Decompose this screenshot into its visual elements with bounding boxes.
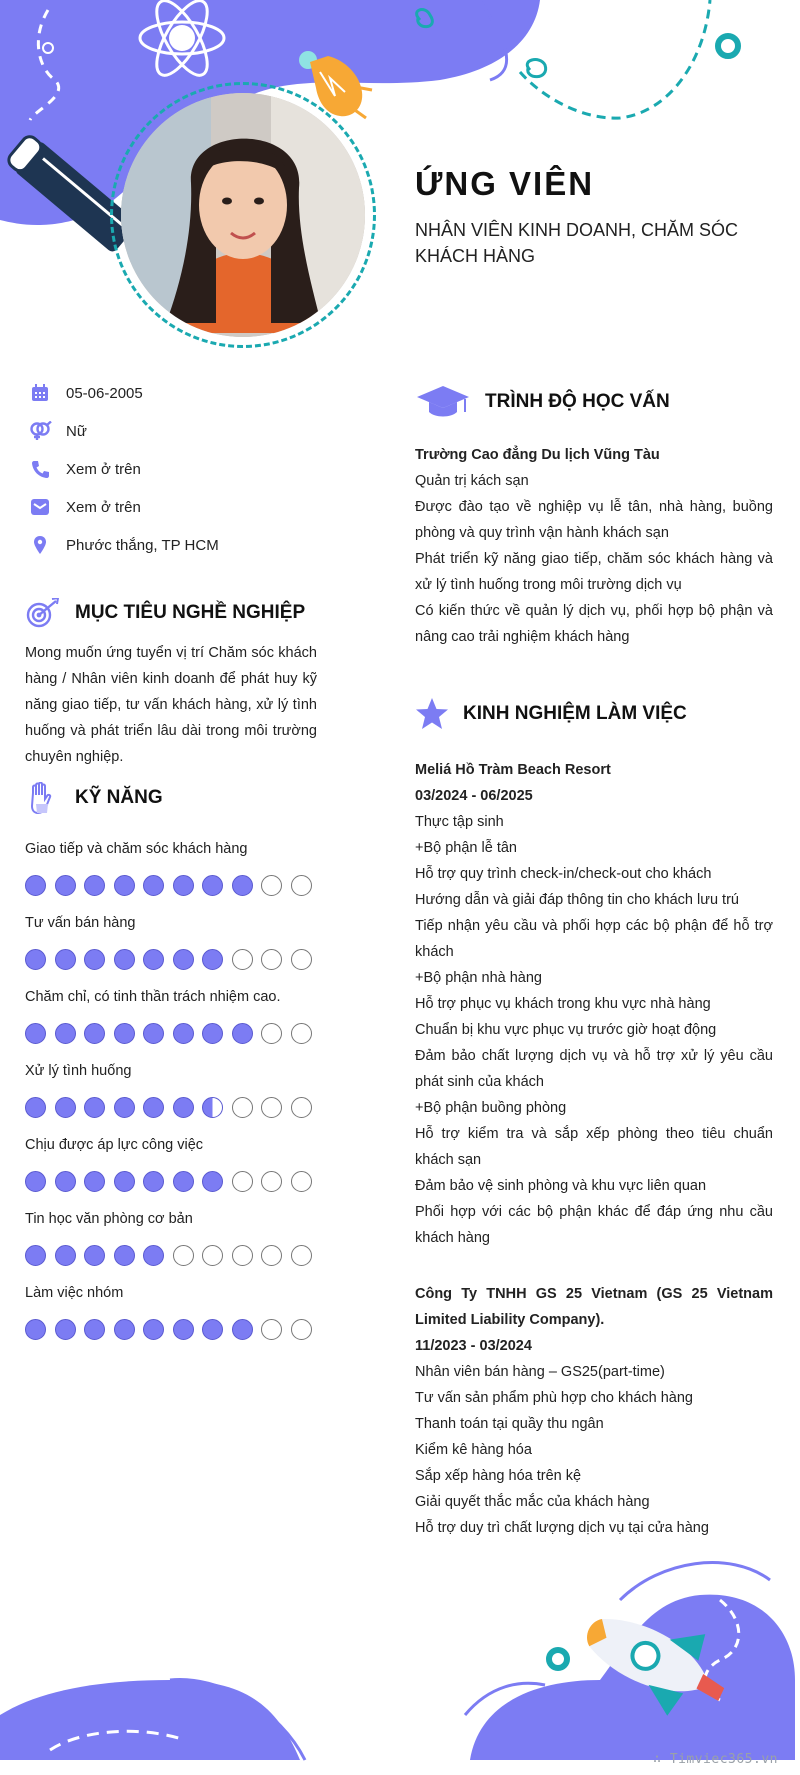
skill-dot	[84, 1171, 105, 1192]
job-line: Tư vấn sản phẩm phù hợp cho khách hàng	[415, 1390, 693, 1406]
job-period: 11/2023 - 03/2024	[415, 1338, 532, 1354]
objective-text: Mong muốn ứng tuyển vị trí Chăm sóc khách hàng / Nhân viên kinh doanh để phát huy kỹ năng giao tiếp, tư vấn khách hàng, xử lý tình huống và phát triển lâu dài trong môi trường chuyên nghiệp.	[25, 645, 317, 765]
skill-dot	[173, 1023, 194, 1044]
skill-rating	[25, 875, 312, 896]
skill-dot	[25, 949, 46, 970]
skill-dot	[84, 949, 105, 970]
skill-dot	[232, 1023, 253, 1044]
skill-rating	[25, 1245, 312, 1266]
skill-dot	[114, 949, 135, 970]
skill-dot	[261, 875, 282, 896]
skill-dot	[84, 1097, 105, 1118]
skill-dot	[291, 1097, 312, 1118]
job-line: Tiếp nhận yêu cầu và phối hợp các bộ phận để hỗ trợ khách	[415, 918, 773, 960]
skill-dot	[232, 875, 253, 896]
skill-dot	[114, 875, 135, 896]
skill-dot	[55, 1097, 76, 1118]
skill-label: Chịu được áp lực công việc	[25, 1137, 204, 1153]
skill-dot	[202, 1245, 223, 1266]
skill-dot	[232, 1245, 253, 1266]
skill-rating	[25, 1097, 312, 1118]
skill-dot	[114, 1023, 135, 1044]
experience-job-2	[415, 1281, 773, 1541]
education-line: Được đào tạo về nghiệp vụ lễ tân, nhà hàng, buồng phòng và quy trình vận hành khách sạn	[415, 499, 773, 541]
skill-dot	[55, 1245, 76, 1266]
target-icon	[25, 598, 61, 628]
job-line: Thực tập sinh	[415, 814, 504, 830]
location-icon	[28, 534, 52, 556]
skill-dot	[143, 1023, 164, 1044]
skill-dot	[25, 875, 46, 896]
skill-dot	[25, 1023, 46, 1044]
contact-gender: Nữ	[28, 420, 87, 442]
skill-rating	[25, 1319, 312, 1340]
skill-dot	[114, 1097, 135, 1118]
education-line: Phát triển kỹ năng giao tiếp, chăm sóc khách hàng và xử lý tình huống trong môi trường dịch vụ	[415, 551, 773, 593]
skill-dot	[114, 1171, 135, 1192]
skill-dot	[84, 1245, 105, 1266]
skill-dot	[143, 949, 164, 970]
job-line: +Bộ phận lễ tân	[415, 840, 517, 856]
education-line: Có kiến thức về quản lý dịch vụ, phối hợp bộ phận và nâng cao trải nghiệm khách hàng	[415, 603, 773, 645]
education-details	[415, 442, 773, 650]
school-name: Trường Cao đẳng Du lịch Vũng Tàu	[415, 447, 660, 463]
job-line: Đảm bảo chất lượng dịch vụ và hỗ trợ xử lý yêu cầu phát sinh của khách	[415, 1048, 773, 1090]
job-line: Hỗ trợ duy trì chất lượng dịch vụ tại cửa hàng	[415, 1520, 709, 1536]
skill-dot	[84, 1023, 105, 1044]
skill-dot	[261, 949, 282, 970]
job-line: Hướng dẫn và giải đáp thông tin cho khách lưu trú	[415, 892, 739, 908]
watermark: ∴ Timviec365.vn	[653, 1752, 778, 1767]
skill-label: Tin học văn phòng cơ bản	[25, 1211, 193, 1227]
skill-dot	[84, 1319, 105, 1340]
skill-dot	[232, 1319, 253, 1340]
skill-dot	[55, 875, 76, 896]
skill-dot	[55, 949, 76, 970]
job-line: Hỗ trợ quy trình check-in/check-out cho khách	[415, 866, 712, 882]
skill-dot	[55, 1319, 76, 1340]
experience-job-1	[415, 757, 773, 1251]
job-line: Thanh toán tại quầy thu ngân	[415, 1416, 604, 1432]
skill-label: Chăm chỉ, có tinh thần trách nhiệm cao.	[25, 989, 281, 1005]
skill-label: Làm việc nhóm	[25, 1285, 124, 1301]
education-line: Quản trị kách sạn	[415, 473, 529, 489]
phone-icon	[28, 458, 52, 480]
company-name: Meliá Hồ Tràm Beach Resort	[415, 762, 611, 778]
skill-dot	[202, 1097, 223, 1118]
skill-dot	[143, 1097, 164, 1118]
skill-dot	[25, 1171, 46, 1192]
contact-address: Phước thắng, TP HCM	[28, 534, 219, 556]
avatar	[110, 82, 376, 348]
job-period: 03/2024 - 06/2025	[415, 788, 533, 804]
skill-dot	[261, 1319, 282, 1340]
skill-dot	[261, 1171, 282, 1192]
skill-dot	[291, 1023, 312, 1044]
skill-dot	[232, 1097, 253, 1118]
skill-dot	[55, 1023, 76, 1044]
contact-email: Xem ở trên	[28, 496, 141, 518]
job-line: +Bộ phận nhà hàng	[415, 970, 542, 986]
candidate-name: ỨNG VIÊN	[415, 165, 595, 202]
skill-dot	[55, 1171, 76, 1192]
skill-rating	[25, 1171, 312, 1192]
skill-dot	[261, 1097, 282, 1118]
skill-dot	[173, 1097, 194, 1118]
skill-label: Tư vấn bán hàng	[25, 915, 136, 931]
skill-dot	[291, 949, 312, 970]
skill-dot	[202, 949, 223, 970]
skill-dot	[143, 1319, 164, 1340]
skill-dot	[114, 1245, 135, 1266]
footer-decoration	[0, 1540, 800, 1775]
skill-dot	[261, 1023, 282, 1044]
skill-dot	[202, 875, 223, 896]
skill-dot	[173, 949, 194, 970]
skill-dot	[25, 1097, 46, 1118]
skill-dot	[25, 1319, 46, 1340]
hand-icon	[25, 782, 61, 814]
job-line: Sắp xếp hàng hóa trên kệ	[415, 1468, 582, 1484]
skill-dot	[291, 1245, 312, 1266]
skill-dot	[114, 1319, 135, 1340]
job-line: Hỗ trợ kiểm tra và sắp xếp phòng theo tiêu chuẩn khách sạn	[415, 1126, 773, 1168]
skill-rating	[25, 1023, 312, 1044]
company-name: Công Ty TNHH GS 25 Vietnam (GS 25 Vietnam Limited Liability Company).	[415, 1286, 773, 1328]
job-line: Phối hợp với các bộ phận khác để đáp ứng nhu cầu khách hàng	[415, 1204, 773, 1246]
star-icon	[415, 697, 449, 731]
education-heading: TRÌNH ĐỘ HỌC VẤN	[415, 384, 670, 420]
skill-dot	[84, 875, 105, 896]
gender-icon	[28, 420, 52, 442]
skill-label: Giao tiếp và chăm sóc khách hàng	[25, 841, 248, 857]
candidate-position: NHÂN VIÊN KINH DOANH, CHĂM SÓC KHÁCH HÀNG	[415, 220, 739, 266]
skill-dot	[291, 1319, 312, 1340]
skill-rating	[25, 949, 312, 970]
skill-dot	[261, 1245, 282, 1266]
skill-dot	[232, 1171, 253, 1192]
job-line: Nhân viên bán hàng – GS25(part-time)	[415, 1364, 665, 1380]
skill-dot	[173, 875, 194, 896]
skill-dot	[25, 1245, 46, 1266]
job-line: Hỗ trợ phục vụ khách trong khu vực nhà hàng	[415, 996, 711, 1012]
contact-dob: 05-06-2005	[28, 382, 143, 404]
skill-dot	[202, 1023, 223, 1044]
skill-dot	[202, 1171, 223, 1192]
skill-dot	[202, 1319, 223, 1340]
experience-heading: KINH NGHIỆM LÀM VIỆC	[415, 697, 687, 731]
graduation-cap-icon	[415, 384, 471, 420]
job-line: Giải quyết thắc mắc của khách hàng	[415, 1494, 650, 1510]
skill-dot	[291, 1171, 312, 1192]
skill-dot	[173, 1245, 194, 1266]
skill-dot	[232, 949, 253, 970]
skill-dot	[173, 1319, 194, 1340]
skill-dot	[143, 1171, 164, 1192]
job-line: +Bộ phận buồng phòng	[415, 1100, 567, 1116]
contact-phone: Xem ở trên	[28, 458, 141, 480]
job-line: Kiểm kê hàng hóa	[415, 1442, 532, 1458]
skills-heading: KỸ NĂNG	[25, 782, 163, 814]
skill-dot	[143, 875, 164, 896]
objective-heading: MỤC TIÊU NGHỀ NGHIỆP	[25, 598, 305, 628]
email-icon	[28, 496, 52, 518]
job-line: Chuẩn bị khu vực phục vụ trước giờ hoạt động	[415, 1022, 717, 1038]
job-line: Đảm bảo vệ sinh phòng và khu vực liên quan	[415, 1178, 707, 1194]
skill-dot	[143, 1245, 164, 1266]
calendar-icon	[28, 382, 52, 404]
skill-label: Xử lý tình huống	[25, 1063, 132, 1079]
skill-dot	[291, 875, 312, 896]
skill-dot	[173, 1171, 194, 1192]
